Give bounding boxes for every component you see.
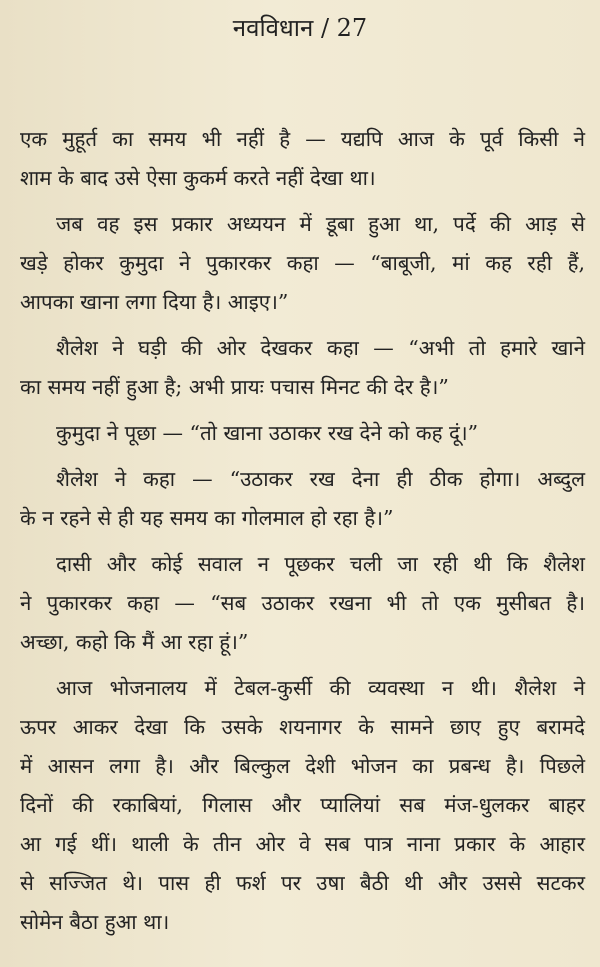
text-line: दिनों की रकाबियां, गिलास और प्यालियां सब मंज-धुलकर बाहर (20, 793, 585, 817)
text-line: सोमेन बैठा हुआ था। (20, 910, 170, 934)
text-line: में आसन लगा है। और बिल्कुल देशी भोजन का प्रबन्ध है। पिछले (20, 754, 585, 778)
paragraph-4 (20, 414, 585, 453)
text-line: आज भोजनालय में टेबल-कुर्सी की व्यवस्था न थी। शैलेश ने (56, 676, 585, 700)
paragraph-2 (20, 205, 585, 322)
text-line: अच्छा, कहो कि मैं आ रहा हूं।” (20, 630, 249, 654)
paragraph-1 (20, 120, 585, 198)
page-header: नवविधान / 27 (232, 14, 368, 42)
text-line: ऊपर आकर देखा कि उसके शयनागर के सामने छाए हुए बरामदे (20, 715, 585, 739)
paragraph-7 (20, 669, 585, 942)
body-text (20, 120, 585, 942)
paragraph-5 (20, 460, 585, 538)
text-line: एक मुहूर्त का समय भी नहीं है — यद्यपि आज के पूर्व किसी ने (20, 127, 585, 151)
text-line: शाम के बाद उसे ऐसा कुकर्म करते नहीं देखा था। (20, 166, 376, 190)
text-line: जब वह इस प्रकार अध्ययन में डूबा हुआ था, पर्दे की आड़ से (56, 212, 585, 236)
text-line: दासी और कोई सवाल न पूछकर चली जा रही थी कि शैलेश (56, 552, 585, 576)
paragraph-6 (20, 545, 585, 662)
text-line: खड़े होकर कुमुदा ने पुकारकर कहा — “बाबूजी, मां कह रही हैं, (20, 251, 585, 275)
text-line: आ गई थीं। थाली के तीन ओर वे सब पात्र नाना प्रकार के आहार (20, 832, 585, 856)
text-line: शैलेश ने कहा — “उठाकर रख देना ही ठीक होगा। अब्दुल (56, 467, 585, 491)
paragraph-3 (20, 329, 585, 407)
text-line: का समय नहीं हुआ है; अभी प्रायः पचास मिनट की देर है।” (20, 375, 449, 399)
text-line: ने पुकारकर कहा — “सब उठाकर रखना भी तो एक मुसीबत है। (20, 591, 585, 615)
text-line: आपका खाना लगा दिया है। आइए।” (20, 290, 289, 314)
text-line: कुमुदा ने पूछा — “तो खाना उठाकर रख देने को कह दूं।” (56, 421, 479, 445)
text-line: से सज्जित थे। पास ही फर्श पर उषा बैठी थी और उससे सटकर (20, 871, 585, 895)
text-line: शैलेश ने घड़ी की ओर देखकर कहा — “अभी तो हमारे खाने (56, 336, 585, 360)
text-line: के न रहने से ही यह समय का गोलमाल हो रहा है।” (20, 506, 394, 530)
